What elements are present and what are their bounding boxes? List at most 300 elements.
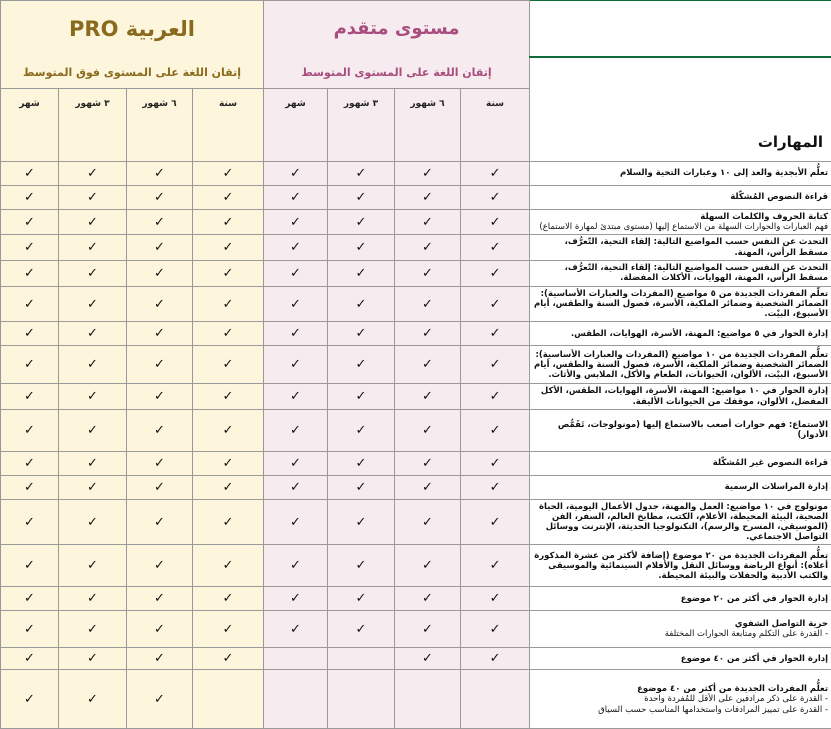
check-icon: ✓: [422, 190, 433, 205]
check-icon: ✓: [24, 423, 35, 438]
advanced-check-cell: [264, 260, 328, 286]
advanced-check-cell: [461, 384, 530, 409]
advanced-check-cell: [264, 670, 328, 729]
check-icon: ✓: [356, 240, 367, 255]
pro-check-cell: [1, 475, 59, 499]
advanced-check-cell: [395, 499, 461, 545]
skill-description: [530, 648, 831, 670]
check-icon: ✓: [154, 456, 165, 471]
pro-check-cell: [59, 409, 127, 451]
advanced-duration-header: ٣ شهور: [328, 89, 395, 162]
advanced-check-cell: [395, 475, 461, 499]
check-icon: ✓: [87, 326, 98, 341]
pro-check-cell: [1, 235, 59, 260]
advanced-check-cell: [461, 611, 530, 648]
skill-main-text: مونولوج في ١٠ مواضيع: العمل والمهنة، جدول الأعمال اليومية، الحياة الصحية، البيئة المحيطة، الأعلام، الكتب، مطابخ العالم، السفر، الفن (الموسيقى، المسرح والرسم)، التكنولوجيا الحديثة، الإنترنت ووسائل التواصل الاجتماعي.: [533, 502, 828, 543]
check-icon: ✓: [24, 515, 35, 530]
pro-check-cell: [127, 346, 193, 384]
check-icon: ✓: [223, 456, 234, 471]
skill-description: [530, 475, 831, 499]
pro-check-cell: [127, 587, 193, 611]
pro-check-cell: [59, 545, 127, 587]
advanced-check-cell: [328, 451, 395, 475]
check-icon: ✓: [290, 240, 301, 255]
check-icon: ✓: [87, 692, 98, 707]
check-icon: ✓: [490, 558, 501, 573]
skill-main-text: التحدث عن النفس حسب المواضيع التالية: إلقاء التحية، التّعرُّف، مسقط الرأس، المهنة، الهوايات، الأكلات المفضلة.: [533, 263, 828, 283]
check-icon: ✓: [223, 190, 234, 205]
check-icon: ✓: [290, 558, 301, 573]
skill-row: [1, 162, 831, 186]
check-icon: ✓: [87, 266, 98, 281]
advanced-check-cell: [395, 611, 461, 648]
advanced-level-subtitle: إتقان اللغة على المستوى المتوسط: [264, 57, 530, 89]
check-icon: ✓: [422, 622, 433, 637]
advanced-check-cell: [328, 545, 395, 587]
check-icon: ✓: [290, 266, 301, 281]
check-icon: ✓: [290, 166, 301, 181]
pro-check-cell: [127, 611, 193, 648]
advanced-duration-header: سنة: [461, 89, 530, 162]
skill-row: [1, 235, 831, 260]
check-icon: ✓: [24, 357, 35, 372]
pro-check-cell: [127, 162, 193, 186]
pro-check-cell: [59, 648, 127, 670]
skill-row: [1, 346, 831, 384]
advanced-check-cell: [395, 587, 461, 611]
check-icon: ✓: [490, 166, 501, 181]
pro-check-cell: [127, 670, 193, 729]
check-icon: ✓: [490, 357, 501, 372]
skill-main-text: تعلُّم الأبجدية والعد إلى ١٠ وعبارات التحية والسلام: [533, 168, 828, 178]
check-icon: ✓: [223, 423, 234, 438]
pro-check-cell: [1, 611, 59, 648]
skill-description: [530, 451, 831, 475]
check-icon: ✓: [356, 297, 367, 312]
skill-main-text: إدارة الحوار في ١٠ مواضيع: المهنة، الأسرة، الهوايات، الطقس، الأكل المفضل، الألوان، موقفك من الحيوانات الأليفة.: [533, 386, 828, 406]
advanced-check-cell: [328, 587, 395, 611]
check-icon: ✓: [24, 297, 35, 312]
check-icon: ✓: [154, 622, 165, 637]
advanced-check-cell: [328, 670, 395, 729]
advanced-check-cell: [461, 451, 530, 475]
check-icon: ✓: [154, 651, 165, 666]
check-icon: ✓: [87, 166, 98, 181]
pro-check-cell: [59, 384, 127, 409]
check-icon: ✓: [223, 240, 234, 255]
skill-description: [530, 346, 831, 384]
advanced-check-cell: [395, 670, 461, 729]
check-icon: ✓: [223, 215, 234, 230]
pro-check-cell: [127, 451, 193, 475]
pro-check-cell: [1, 384, 59, 409]
pro-check-cell: [193, 260, 264, 286]
pro-check-cell: [127, 322, 193, 346]
check-icon: ✓: [87, 515, 98, 530]
check-icon: ✓: [490, 266, 501, 281]
check-icon: ✓: [356, 166, 367, 181]
advanced-check-cell: [264, 286, 328, 322]
pro-check-cell: [1, 346, 59, 384]
advanced-check-cell: [395, 210, 461, 235]
check-icon: ✓: [87, 297, 98, 312]
advanced-check-cell: [264, 648, 328, 670]
advanced-check-cell: [461, 648, 530, 670]
check-icon: ✓: [356, 326, 367, 341]
skill-main-text: تعلُّم المفردات الجديدة من ١٠ مواضيع (المفردات والعبارات الأساسية): الضمائر الشخصية وضمائر الملكية، الأسرة، فصول السنة والطقس، أيام الأسبوع، البيْت، الألوان، الحيوانات، الطعام والأكل، الملابس والأثاث.: [533, 350, 828, 381]
skill-main-text: الاستماع: فهم حوارات أصعب بالاستماع إليها (مونولوجات، تَقَمُّص الأدوار): [533, 420, 828, 440]
check-icon: ✓: [290, 357, 301, 372]
check-icon: ✓: [154, 692, 165, 707]
check-icon: ✓: [422, 240, 433, 255]
advanced-check-cell: [328, 648, 395, 670]
check-icon: ✓: [24, 389, 35, 404]
check-icon: ✓: [290, 456, 301, 471]
check-icon: ✓: [490, 651, 501, 666]
pro-check-cell: [193, 670, 264, 729]
advanced-check-cell: [328, 611, 395, 648]
check-icon: ✓: [24, 591, 35, 606]
pro-check-cell: [193, 322, 264, 346]
advanced-duration-header: شهر: [264, 89, 328, 162]
check-icon: ✓: [24, 456, 35, 471]
pro-check-cell: [1, 210, 59, 235]
pro-check-cell: [127, 210, 193, 235]
advanced-check-cell: [461, 260, 530, 286]
check-icon: ✓: [290, 297, 301, 312]
check-icon: ✓: [356, 215, 367, 230]
check-icon: ✓: [154, 357, 165, 372]
check-icon: ✓: [356, 558, 367, 573]
check-icon: ✓: [223, 515, 234, 530]
pro-check-cell: [59, 346, 127, 384]
check-icon: ✓: [87, 357, 98, 372]
skill-row: [1, 210, 831, 235]
skill-row: [1, 611, 831, 648]
pro-check-cell: [193, 648, 264, 670]
check-icon: ✓: [87, 591, 98, 606]
check-icon: ✓: [24, 190, 35, 205]
check-icon: ✓: [24, 266, 35, 281]
skill-description: [530, 235, 831, 260]
advanced-check-cell: [264, 346, 328, 384]
advanced-check-cell: [461, 186, 530, 210]
skill-main-text: تعلُّم المفردات الجديدة من أكثر من ٤٠ موضوع: [533, 684, 828, 694]
skill-row: [1, 587, 831, 611]
advanced-check-cell: [264, 451, 328, 475]
skill-main-text: قراءة النصوص غير المُشكّلة: [533, 458, 828, 468]
advanced-check-cell: [461, 499, 530, 545]
pro-check-cell: [193, 475, 264, 499]
check-icon: ✓: [290, 515, 301, 530]
pro-check-cell: [193, 235, 264, 260]
skill-description: [530, 286, 831, 322]
check-icon: ✓: [223, 389, 234, 404]
pro-level-title: PRO العربية: [1, 1, 264, 57]
check-icon: ✓: [223, 651, 234, 666]
check-icon: ✓: [24, 622, 35, 637]
advanced-check-cell: [328, 409, 395, 451]
pro-check-cell: [193, 587, 264, 611]
advanced-check-cell: [264, 384, 328, 409]
advanced-check-cell: [264, 235, 328, 260]
advanced-check-cell: [461, 322, 530, 346]
pro-check-cell: [127, 286, 193, 322]
pro-check-cell: [193, 162, 264, 186]
check-icon: ✓: [356, 389, 367, 404]
skill-row: [1, 286, 831, 322]
pro-check-cell: [1, 186, 59, 210]
check-icon: ✓: [223, 297, 234, 312]
check-icon: ✓: [154, 515, 165, 530]
skill-row: [1, 409, 831, 451]
advanced-check-cell: [395, 286, 461, 322]
advanced-check-cell: [328, 322, 395, 346]
check-icon: ✓: [24, 651, 35, 666]
skill-main-text: حرية التواصل الشفوي: [533, 619, 828, 629]
skill-row: [1, 648, 831, 670]
pro-check-cell: [127, 235, 193, 260]
advanced-check-cell: [461, 545, 530, 587]
pro-level-subtitle: إتقان اللغة على المستوى فوق المتوسط: [1, 57, 264, 89]
check-icon: ✓: [24, 326, 35, 341]
skill-main-text: التحدث عن النفس حسب المواضيع التالية: إلقاء التحية، التّعرُّف، مسقط الرأس، المهنة.: [533, 237, 828, 257]
check-icon: ✓: [223, 266, 234, 281]
check-icon: ✓: [490, 326, 501, 341]
skill-description: [530, 322, 831, 346]
advanced-check-cell: [395, 235, 461, 260]
check-icon: ✓: [87, 240, 98, 255]
advanced-check-cell: [328, 286, 395, 322]
advanced-check-cell: [264, 499, 328, 545]
check-icon: ✓: [356, 591, 367, 606]
skill-description: [530, 670, 831, 729]
pro-check-cell: [1, 286, 59, 322]
skill-main-text: إدارة المراسلات الرسمية: [533, 482, 828, 492]
pro-check-cell: [59, 322, 127, 346]
skill-row: [1, 322, 831, 346]
skill-row: [1, 545, 831, 587]
pro-check-cell: [193, 545, 264, 587]
pro-check-cell: [193, 286, 264, 322]
check-icon: ✓: [290, 591, 301, 606]
pro-check-cell: [193, 451, 264, 475]
skill-main-text: تعلُّم المفردات الجديدة من ٥ مواضيع (المفردات والعبارات الأساسية): الضمائر الشخصية وضمائر الملكية، الأسرة، فصول السنة والطقس، أيام الأسبوع، البيْت.: [533, 289, 828, 320]
check-icon: ✓: [24, 166, 35, 181]
pro-duration-header: شهر: [1, 89, 59, 162]
pro-check-cell: [193, 210, 264, 235]
pro-check-cell: [127, 499, 193, 545]
skill-main-text: إدارة الحوار في أكثر من ٢٠ موضوع: [533, 594, 828, 604]
check-icon: ✓: [422, 456, 433, 471]
check-icon: ✓: [422, 357, 433, 372]
check-icon: ✓: [490, 480, 501, 495]
logo-box: [530, 1, 831, 57]
pro-check-cell: [1, 499, 59, 545]
advanced-check-cell: [395, 322, 461, 346]
advanced-check-cell: [461, 587, 530, 611]
advanced-check-cell: [395, 545, 461, 587]
advanced-check-cell: [328, 235, 395, 260]
pro-check-cell: [1, 409, 59, 451]
pro-duration-header: سنة: [193, 89, 264, 162]
advanced-check-cell: [264, 611, 328, 648]
pro-check-cell: [59, 611, 127, 648]
skill-row: [1, 670, 831, 729]
check-icon: ✓: [154, 389, 165, 404]
check-icon: ✓: [154, 240, 165, 255]
check-icon: ✓: [24, 240, 35, 255]
pro-check-cell: [127, 260, 193, 286]
pro-check-cell: [1, 322, 59, 346]
advanced-check-cell: [264, 162, 328, 186]
skill-sub-text: فهم العبارات والحوارات السهلة من الاستماع إليها (مستوى مبتدئ لمهارة الاستماع): [533, 222, 828, 232]
pro-check-cell: [1, 587, 59, 611]
check-icon: ✓: [490, 190, 501, 205]
pro-check-cell: [193, 384, 264, 409]
check-icon: ✓: [87, 389, 98, 404]
check-icon: ✓: [154, 326, 165, 341]
pro-check-cell: [1, 545, 59, 587]
pro-check-cell: [127, 545, 193, 587]
skill-description: [530, 587, 831, 611]
advanced-check-cell: [264, 545, 328, 587]
check-icon: ✓: [356, 515, 367, 530]
advanced-check-cell: [461, 346, 530, 384]
check-icon: ✓: [490, 515, 501, 530]
check-icon: ✓: [223, 622, 234, 637]
advanced-check-cell: [328, 499, 395, 545]
check-icon: ✓: [87, 456, 98, 471]
advanced-check-cell: [395, 648, 461, 670]
pro-check-cell: [127, 475, 193, 499]
pro-check-cell: [193, 611, 264, 648]
skill-description: [530, 162, 831, 186]
advanced-check-cell: [395, 451, 461, 475]
check-icon: ✓: [87, 480, 98, 495]
check-icon: ✓: [422, 326, 433, 341]
advanced-check-cell: [264, 210, 328, 235]
advanced-check-cell: [328, 475, 395, 499]
check-icon: ✓: [290, 215, 301, 230]
advanced-check-cell: [328, 346, 395, 384]
check-icon: ✓: [223, 357, 234, 372]
check-icon: ✓: [356, 423, 367, 438]
pro-duration-header: ٦ شهور: [127, 89, 193, 162]
check-icon: ✓: [490, 591, 501, 606]
skill-description: [530, 409, 831, 451]
check-icon: ✓: [290, 423, 301, 438]
pro-check-cell: [59, 186, 127, 210]
check-icon: ✓: [87, 423, 98, 438]
pro-check-cell: [193, 409, 264, 451]
check-icon: ✓: [490, 389, 501, 404]
check-icon: ✓: [356, 456, 367, 471]
pro-check-cell: [1, 670, 59, 729]
check-icon: ✓: [154, 591, 165, 606]
pro-check-cell: [127, 384, 193, 409]
skill-sub-text: - القدرة على ذكر مرادفين على الأقل للمُفردة واحدة - القدرة على تمييز المرادفات واستخدامها المناسب حسب السياق: [533, 694, 828, 714]
skill-description: [530, 186, 831, 210]
check-icon: ✓: [154, 266, 165, 281]
advanced-check-cell: [328, 186, 395, 210]
check-icon: ✓: [223, 558, 234, 573]
advanced-check-cell: [461, 210, 530, 235]
pro-check-cell: [59, 162, 127, 186]
check-icon: ✓: [87, 651, 98, 666]
check-icon: ✓: [223, 591, 234, 606]
pro-check-cell: [59, 286, 127, 322]
check-icon: ✓: [154, 480, 165, 495]
pro-check-cell: [59, 260, 127, 286]
advanced-check-cell: [461, 409, 530, 451]
skills-header: المهارات: [530, 57, 831, 162]
check-icon: ✓: [87, 622, 98, 637]
skill-sub-text: - القدرة على التكلم ومتابعة الحوارات المختلفة: [533, 629, 828, 639]
skill-row: [1, 384, 831, 409]
pro-check-cell: [59, 210, 127, 235]
pro-check-cell: [1, 451, 59, 475]
check-icon: ✓: [422, 166, 433, 181]
check-icon: ✓: [24, 215, 35, 230]
advanced-duration-header: ٦ شهور: [395, 89, 461, 162]
advanced-check-cell: [264, 587, 328, 611]
check-icon: ✓: [24, 480, 35, 495]
skill-main-text: كتابة الحروف والكلمات السهلة: [533, 212, 828, 222]
advanced-check-cell: [395, 186, 461, 210]
advanced-check-cell: [461, 475, 530, 499]
advanced-check-cell: [461, 235, 530, 260]
advanced-check-cell: [264, 186, 328, 210]
skill-main-text: إدارة الحوار في أكثر من ٤٠ موضوع: [533, 654, 828, 664]
check-icon: ✓: [422, 297, 433, 312]
pro-check-cell: [127, 648, 193, 670]
check-icon: ✓: [24, 558, 35, 573]
advanced-check-cell: [328, 162, 395, 186]
check-icon: ✓: [87, 215, 98, 230]
check-icon: ✓: [223, 480, 234, 495]
check-icon: ✓: [490, 423, 501, 438]
check-icon: ✓: [422, 591, 433, 606]
check-icon: ✓: [422, 423, 433, 438]
check-icon: ✓: [290, 190, 301, 205]
advanced-check-cell: [395, 409, 461, 451]
skill-description: [530, 499, 831, 545]
pro-check-cell: [59, 235, 127, 260]
check-icon: ✓: [290, 389, 301, 404]
check-icon: ✓: [24, 692, 35, 707]
check-icon: ✓: [422, 266, 433, 281]
check-icon: ✓: [490, 456, 501, 471]
check-icon: ✓: [356, 480, 367, 495]
check-icon: ✓: [290, 326, 301, 341]
pro-check-cell: [1, 648, 59, 670]
advanced-check-cell: [395, 260, 461, 286]
skill-main-text: إدارة الحوار في ٥ مواضيع: المهنة، الأسرة، الهوايات، الطقس.: [533, 329, 828, 339]
advanced-check-cell: [328, 210, 395, 235]
check-icon: ✓: [154, 190, 165, 205]
check-icon: ✓: [422, 515, 433, 530]
check-icon: ✓: [154, 166, 165, 181]
pro-check-cell: [59, 475, 127, 499]
advanced-check-cell: [328, 384, 395, 409]
skill-description: [530, 545, 831, 587]
check-icon: ✓: [87, 190, 98, 205]
check-icon: ✓: [422, 389, 433, 404]
check-icon: ✓: [290, 480, 301, 495]
advanced-check-cell: [395, 346, 461, 384]
skill-main-text: قراءة النصوص المُشكّلة: [533, 192, 828, 202]
